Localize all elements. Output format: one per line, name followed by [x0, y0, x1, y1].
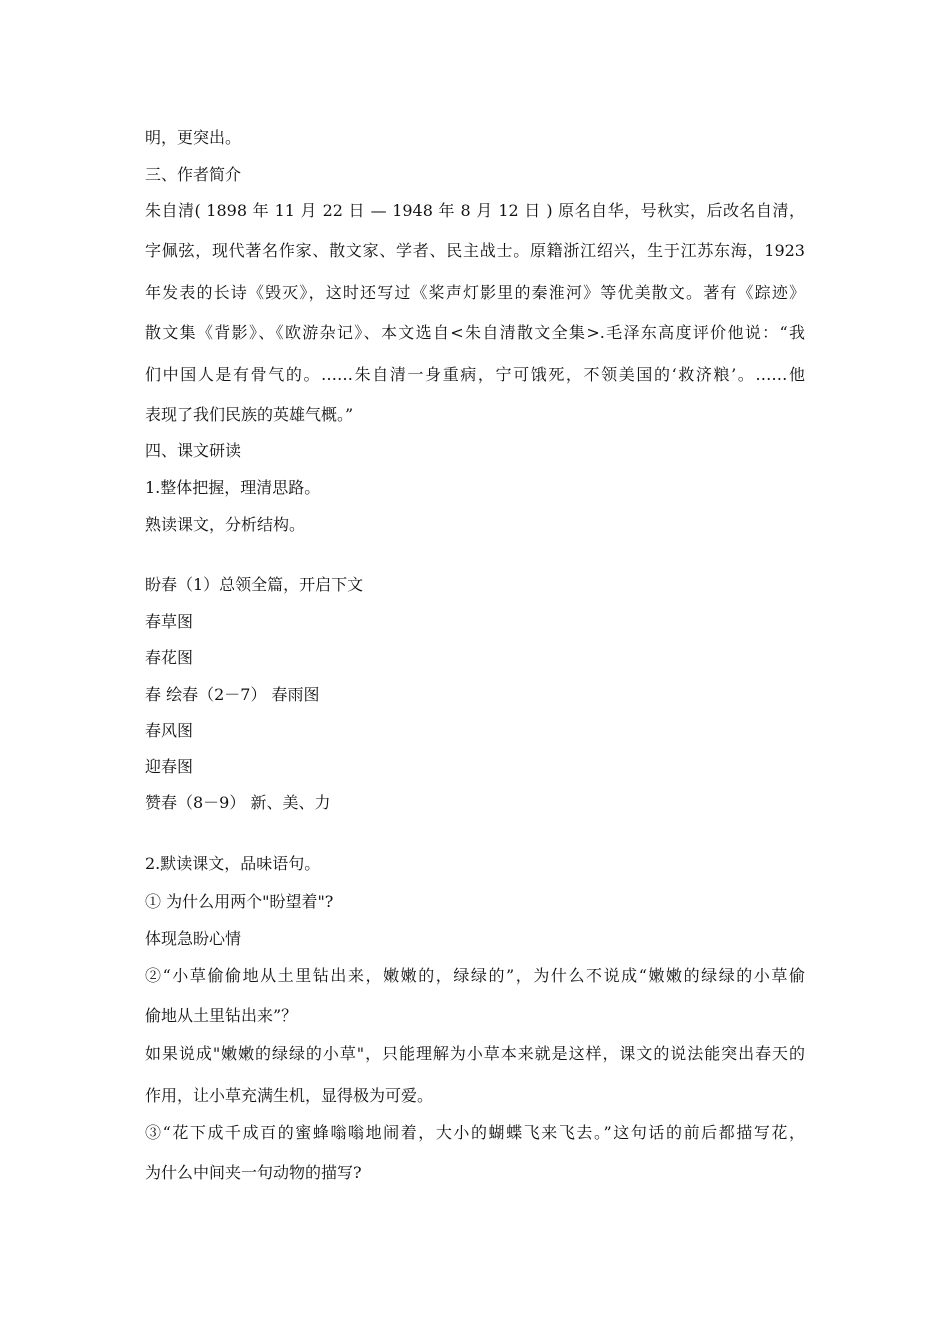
section-heading-author: 三、作者简介 — [145, 165, 242, 184]
text-line: 熟读课文，分析结构。 — [145, 515, 306, 534]
answer-line: 如果说成"嫩嫩的绿绿的小草"，只能理解为小草本来就是这样，课文的说法能突出春天的 — [145, 1044, 805, 1063]
structure-line: 春风图 — [145, 721, 194, 740]
text-line: 表现了我们民族的英雄气概。” — [145, 405, 354, 424]
answer-line: 作用，让小草充满生机，显得极为可爱。 — [145, 1086, 434, 1105]
structure-line: 春 绘春（2－7） 春雨图 — [145, 685, 320, 704]
structure-line: 迎春图 — [145, 757, 194, 776]
question-line: 为什么中间夹一句动物的描写? — [145, 1163, 362, 1182]
section-heading-study: 四、课文研读 — [145, 441, 242, 460]
question-line: ① 为什么用两个"盼望着"? — [145, 892, 334, 911]
subheading: 1.整体把握，理清思路。 — [145, 478, 321, 497]
text-line: 字佩弦，现代著名作家、散文家、学者、民主战士。原籍浙江绍兴，生于江苏东海，1923 — [145, 241, 805, 260]
structure-line: 赞春（8－9） 新、美、力 — [145, 793, 331, 812]
text-line: 明，更突出。 — [145, 128, 242, 147]
text-line: 散文集《背影》、《欧游杂记》、本文选自<朱自清散文全集>.毛泽东高度评价他说：“我 — [145, 323, 805, 342]
question-line: 偷地从土里钻出来”？ — [145, 1006, 298, 1025]
question-line: ②“小草偷偷地从土里钻出来，嫩嫩的，绿绿的”，为什么不说成“嫩嫩的绿绿的小草偷 — [145, 966, 805, 985]
subheading: 2.默读课文，品味语句。 — [145, 854, 321, 873]
structure-line: 盼春（1）总领全篇，开启下文 — [145, 575, 364, 594]
text-line: 朱自清( 1898 年 11 月 22 日 — 1948 年 8 月 12 日 ) 原名自华，号秋实，后改名自清， — [145, 201, 805, 220]
answer-line: 体现急盼心情 — [145, 929, 242, 948]
text-line: 们中国人是有骨气的。……朱自清一身重病，宁可饿死，不领美国的‘救济粮’。……他 — [145, 365, 805, 384]
question-line: ③“花下成千成百的蜜蜂嗡嗡地闹着，大小的蝴蝶飞来飞去。”这句话的前后都描写花， — [145, 1123, 805, 1142]
structure-line: 春花图 — [145, 648, 194, 667]
structure-line: 春草图 — [145, 612, 194, 631]
text-line: 年发表的长诗《毁灭》，这时还写过《桨声灯影里的秦淮河》等优美散文。著有《踪迹》 — [145, 283, 805, 302]
